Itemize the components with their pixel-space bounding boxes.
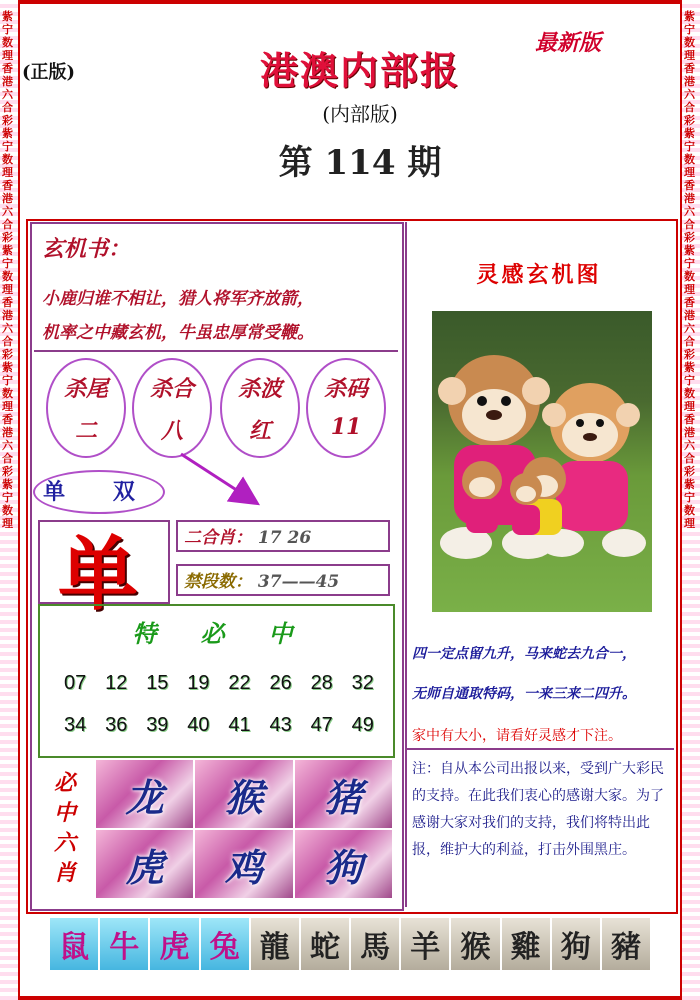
right-border	[680, 0, 700, 1000]
verse-line-2: 无师自通取特码，一来三来二四升。	[412, 686, 636, 702]
zodiac-tile-goat: 羊	[401, 918, 449, 970]
oval-value: 红	[248, 418, 271, 444]
number: 32	[351, 672, 374, 694]
riddle-heading: 玄机书：	[42, 236, 131, 262]
oval-label: 杀合	[149, 376, 194, 402]
zodiac-tile-tiger: 虎	[150, 918, 198, 970]
zodiac-tile-ox: 牛	[100, 918, 148, 970]
number: 26	[269, 672, 292, 694]
zodiac-cell: 龙	[96, 760, 193, 828]
six-zodiac-grid	[96, 760, 392, 898]
oval-kill-wave	[220, 358, 300, 458]
monkey-illustration	[432, 311, 652, 612]
riddle-line-1: 小鹿归谁不相让，猎人将军齐放箭，	[42, 289, 314, 309]
riddle-divider	[34, 350, 398, 352]
big-char: 单	[58, 527, 138, 621]
zodiac-cell: 鸡	[195, 830, 292, 898]
notice-paragraph: 注：自从本公司出报以来，受到广大彩民的支持。在此我们衷心的感谢大家。为了感谢大家对我们的支持，我们将特出此报，维护大的利益，打击外围黑庄。	[412, 761, 664, 858]
oval-label: 杀波	[237, 376, 282, 402]
picture-title: 灵感玄机图	[476, 262, 602, 288]
left-side-text: 紫宁数理香港六合彩紫宁数理香港六合彩紫宁数理香港六合彩紫宁数理香港六合彩紫宁数理	[2, 10, 13, 530]
right-side-text: 紫宁数理香港六合彩紫宁数理香港六合彩紫宁数理香港六合彩紫宁数理香港六合彩紫宁数理	[684, 10, 695, 530]
oval-kill-tail	[46, 358, 126, 458]
zodiac-tile-monkey: 猴	[451, 918, 499, 970]
oval-value: 11	[330, 414, 362, 440]
range-hint-label: 禁段数：	[184, 572, 252, 592]
zodiac-tile-rooster: 雞	[502, 918, 550, 970]
zodiac-tile-dog: 狗	[552, 918, 600, 970]
number: 36	[105, 714, 128, 736]
odd-even-oval: 单 双	[33, 470, 165, 514]
number-row-1	[64, 672, 374, 695]
number: 28	[310, 672, 333, 694]
combo-hint-value: 17 26	[257, 528, 312, 548]
page-title: 港澳内部报	[259, 48, 460, 93]
zodiac-tile-rat: 鼠	[50, 918, 98, 970]
combo-hint-label: 二合肖：	[184, 528, 252, 548]
number: 43	[269, 714, 292, 736]
oval-kill-combo	[132, 358, 212, 458]
bottom-border	[0, 996, 700, 1000]
zodiac-cell: 虎	[96, 830, 193, 898]
number: 41	[228, 714, 251, 736]
latest-edition-label: 最新版	[535, 30, 602, 56]
number: 39	[146, 714, 169, 736]
range-hint-box	[176, 564, 390, 596]
number: 40	[187, 714, 210, 736]
plush-monkey-photo	[432, 311, 652, 612]
zodiac-tile-snake: 蛇	[301, 918, 349, 970]
oval-kill-code	[306, 358, 386, 458]
reminder-text: 家中有大小，请看好灵感才下注。	[412, 728, 622, 744]
zodiac-cell: 狗	[295, 830, 392, 898]
zodiac-tile-rabbit: 兔	[201, 918, 249, 970]
range-hint-value: 37——45	[257, 572, 340, 592]
number: 47	[310, 714, 333, 736]
number: 34	[64, 714, 87, 736]
must-win-title: 特必中	[132, 619, 337, 648]
number: 19	[187, 672, 210, 694]
verse-line-1: 四一定点留九升，马来蛇去九合一，	[412, 646, 636, 662]
zodiac-cell: 猴	[195, 760, 292, 828]
arrow-icon	[175, 450, 265, 510]
zodiac-cell: 猪	[295, 760, 392, 828]
issue-number: 第 114 期	[278, 143, 442, 183]
riddle-line-2: 机率之中藏玄机，牛虽忠厚常受鞭。	[42, 323, 314, 343]
number-row-2	[64, 714, 374, 737]
number: 12	[105, 672, 128, 694]
top-border	[0, 0, 700, 4]
note-divider	[407, 748, 674, 750]
zodiac-tile-pig: 豬	[602, 918, 650, 970]
edition-label: (正版)	[22, 62, 76, 83]
number: 07	[64, 672, 87, 694]
left-border	[0, 0, 20, 1000]
six-zodiac-label: 必中六肖	[53, 770, 76, 886]
zodiac-tile-horse: 馬	[351, 918, 399, 970]
oval-label: 杀尾	[63, 376, 108, 402]
combo-hint-box	[176, 520, 390, 552]
number: 15	[146, 672, 169, 694]
oval-value: 二	[74, 418, 97, 444]
subtitle: (内部版)	[322, 102, 398, 126]
zodiac-strip	[50, 918, 650, 970]
number: 22	[228, 672, 251, 694]
zodiac-tile-dragon: 龍	[251, 918, 299, 970]
number: 49	[351, 714, 374, 736]
oval-value: 八	[160, 418, 183, 444]
oval-label: 杀码	[323, 376, 368, 402]
